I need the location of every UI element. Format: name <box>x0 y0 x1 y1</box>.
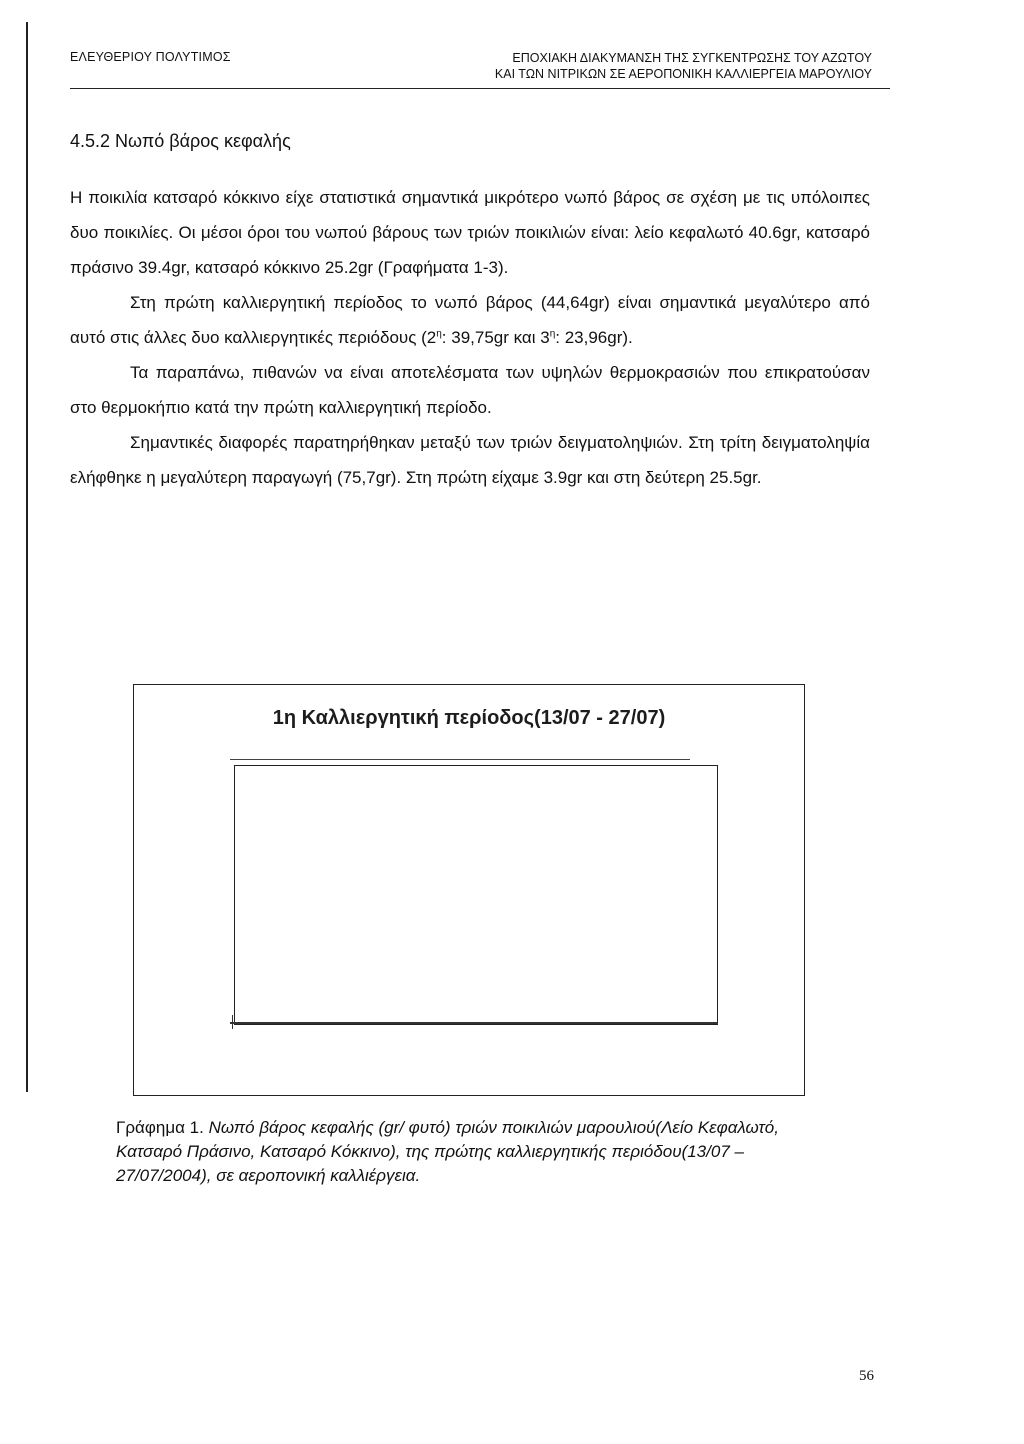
figure-frame <box>133 684 805 1096</box>
section-title: 4.5.2 Νωπό βάρος κεφαλής <box>70 131 291 151</box>
header-author: ΕΛΕΥΘΕΡΙΟΥ ΠΟΛΥΤΙΜΟΣ <box>70 50 231 64</box>
figure-caption <box>116 1116 842 1188</box>
plot-area <box>234 765 718 1025</box>
paragraph-3: Τα παραπάνω, πιθανών να είναι αποτελέσματα των υψηλών θερμοκρασιών που επικρατούσαν στο θερμοκήπιο κατά την πρώτη καλλιεργητική περίοδο. <box>70 363 870 417</box>
paragraph-2 <box>70 285 870 355</box>
paragraph-4: Σημαντικές διαφορές παρατηρήθηκαν μεταξύ των τριών δειγματοληψιών. Στη τρίτη δειγματοληψία ελήφθηκε η μεγαλύτερη παραγωγή (75,7gr). Στη πρώτη είχαμε 3.9gr και στη δεύτερη 25.5gr. <box>70 433 870 487</box>
header-title-line1: ΕΠΟΧΙΑΚΗ ΔΙΑΚΥΜΑΝΣΗ ΤΗΣ ΣΥΓΚΕΝΤΡΩΣΗΣ ΤΟΥ ΑΖΩΤΟΥ <box>512 51 872 65</box>
page-number: 56 <box>859 1368 874 1384</box>
header-title-line2: ΚΑΙ ΤΩΝ ΝΙΤΡΙΚΩΝ ΣΕ ΑΕΡΟΠΟΝΙΚΗ ΚΑΛΛΙΕΡΓΕΙΑ ΜΑΡΟΥΛΙΟΥ <box>494 67 872 81</box>
plot-top-line <box>230 759 690 760</box>
figure-title: 1η Καλλιεργητική περίοδος(13/07 - 27/07) <box>272 707 666 729</box>
ordinal-superscript-3: η <box>549 328 556 340</box>
margin-rule <box>26 22 28 1092</box>
plot-tick <box>232 1015 233 1029</box>
body-text <box>70 180 870 495</box>
header-title <box>495 50 872 82</box>
caption-label: Γράφημα 1. <box>116 1118 204 1137</box>
ordinal-superscript-2: η <box>436 328 442 340</box>
paragraph-2-part-a: Στη πρώτη καλλιεργητική περίοδος το νωπό βάρος (44,64gr) είναι σημαντικά μεγαλύτερο από αυτό στις άλλες δυο καλλιεργητικές περιόδους (2 <box>70 293 870 347</box>
caption-text: Νωπό βάρος κεφαλής (gr/ φυτό) τριών ποικιλιών μαρουλιού(Λείο Κεφαλωτό, Κατσαρό Πράσινο, Κατσαρό Κόκκινο), της πρώτης καλλιεργητικής περιόδου(13/07 – 27/07/2004), σε αεροπονική καλλιέργεια. <box>116 1118 779 1185</box>
header-rule <box>70 88 890 89</box>
paragraph-2-part-b: : 39,75gr και 3 <box>441 328 550 347</box>
plot-baseline <box>230 1022 718 1024</box>
paragraph-1: Η ποικιλία κατσαρό κόκκινο είχε στατιστικά σημαντικά μικρότερο νωπό βάρος σε σχέση με τις υπόλοιπες δυο ποικιλίες. Οι μέσοι όροι του νωπού βάρους των τριών ποικιλιών είναι: λείο κεφαλωτό 40.6gr, κατσαρό πράσινο 39.4gr, κατσαρό κόκκινο 25.2gr (Γραφήματα 1-3). <box>70 188 870 277</box>
paragraph-2-part-c: : 23,96gr). <box>555 328 633 347</box>
